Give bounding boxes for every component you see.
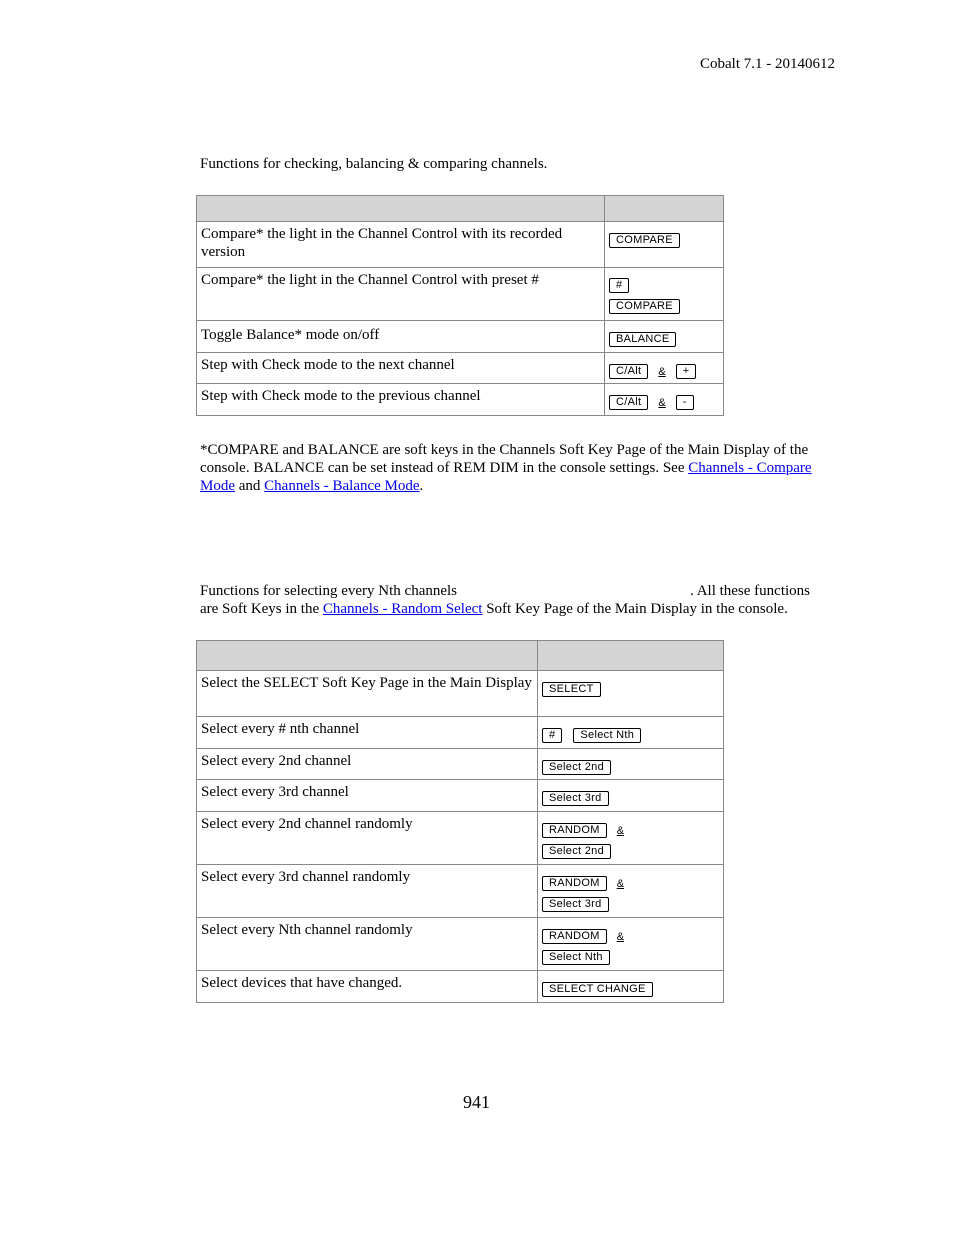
- table-row: [197, 918, 724, 971]
- random-key: RANDOM: [542, 929, 607, 944]
- row-keys: [538, 780, 724, 812]
- row-description: Toggle Balance* mode on/off: [197, 321, 605, 353]
- row-description: Select every # nth channel: [197, 717, 538, 749]
- table-row: [197, 971, 724, 1003]
- row-keys: [538, 865, 724, 918]
- table-header-row: [197, 196, 724, 222]
- table-row: [197, 353, 724, 384]
- random-key: RANDOM: [542, 823, 607, 838]
- table-row: [197, 780, 724, 812]
- channels-compare-mode-link[interactable]: Channels - Compare Mode: [200, 460, 812, 494]
- row-keys: [605, 384, 724, 416]
- table-row: [197, 865, 724, 918]
- page-number: 941: [463, 1092, 490, 1112]
- table-header-row: [197, 641, 724, 671]
- section1-intro: Functions for checking, balancing & comparing channels.: [200, 156, 548, 172]
- select-nth-key: Select Nth: [542, 950, 610, 965]
- channels-random-select-link[interactable]: Channels - Random Select: [322, 601, 483, 617]
- select-nth-table: [196, 640, 724, 1003]
- minus-key: -: [676, 395, 694, 410]
- and-symbol: &: [658, 365, 666, 378]
- select-change-key: SELECT CHANGE: [542, 982, 653, 997]
- table-row: [197, 671, 724, 717]
- select-nth-key: Select Nth: [573, 728, 641, 743]
- balance-key: BALANCE: [609, 332, 676, 347]
- compare-key: COMPARE: [609, 299, 680, 314]
- row-description: Select every 3rd channel: [197, 780, 538, 812]
- section2-intro: Functions for selecting every Nth channels . All these functions are Soft Keys in the Channels - Random Select Soft Key Page of the Main Display in the console.: [200, 583, 811, 617]
- table-row: [197, 268, 724, 321]
- select-3rd-key: Select 3rd: [542, 897, 609, 912]
- calt-key: C/Alt: [609, 364, 648, 379]
- row-description: Step with Check mode to the previous channel: [197, 384, 605, 416]
- table-row: [197, 321, 724, 353]
- and-symbol: &: [616, 824, 625, 837]
- row-keys: [538, 717, 724, 749]
- compare-key: COMPARE: [609, 233, 680, 248]
- row-keys: [538, 749, 724, 780]
- row-description: Compare* the light in the Channel Control with preset #: [197, 268, 605, 321]
- row-description: Select every 3rd channel randomly: [197, 865, 538, 918]
- table-row: [197, 222, 724, 268]
- and-symbol: &: [616, 930, 625, 943]
- table-row: [197, 812, 724, 865]
- row-keys: [538, 971, 724, 1003]
- random-key: RANDOM: [542, 876, 607, 891]
- row-keys: [605, 222, 724, 268]
- table-row: [197, 384, 724, 416]
- plus-key: +: [676, 364, 697, 379]
- select-3rd-key: Select 3rd: [542, 791, 609, 806]
- select-2nd-key: Select 2nd: [542, 844, 611, 859]
- table-row: [197, 717, 724, 749]
- calt-key: C/Alt: [609, 395, 648, 410]
- select-2nd-key: Select 2nd: [542, 760, 611, 775]
- select-key: SELECT: [542, 682, 601, 697]
- row-description: Select the SELECT Soft Key Page in the Main Display: [197, 671, 538, 717]
- row-keys: [538, 812, 724, 865]
- document-version-header: Cobalt 7.1 - 20140612: [700, 56, 835, 72]
- table-row: [197, 749, 724, 780]
- check-compare-table: [196, 195, 724, 416]
- row-description: Select devices that have changed.: [197, 971, 538, 1003]
- hash-key: #: [609, 278, 629, 293]
- row-keys: [605, 321, 724, 353]
- row-description: Select every 2nd channel: [197, 749, 538, 780]
- and-symbol: &: [616, 877, 625, 890]
- row-keys: [605, 268, 724, 321]
- and-symbol: &: [658, 396, 666, 409]
- hash-key: #: [542, 728, 562, 743]
- row-description: Compare* the light in the Channel Control with its recorded version: [197, 222, 605, 268]
- row-description: Select every Nth channel randomly: [197, 918, 538, 971]
- channels-balance-mode-link[interactable]: Channels - Balance Mode: [264, 478, 420, 494]
- row-keys: [605, 353, 724, 384]
- row-keys: [538, 671, 724, 717]
- row-description: Select every 2nd channel randomly: [197, 812, 538, 865]
- row-description: Step with Check mode to the next channel: [197, 353, 605, 384]
- soft-keys-note: *COMPARE and BALANCE are soft keys in the Channels Soft Key Page of the Main Display of the console. BALANCE can be set instead of REM DIM in the console settings. See Channels - Compare Mode and Channels - Balance Mode.: [200, 442, 812, 494]
- row-keys: [538, 918, 724, 971]
